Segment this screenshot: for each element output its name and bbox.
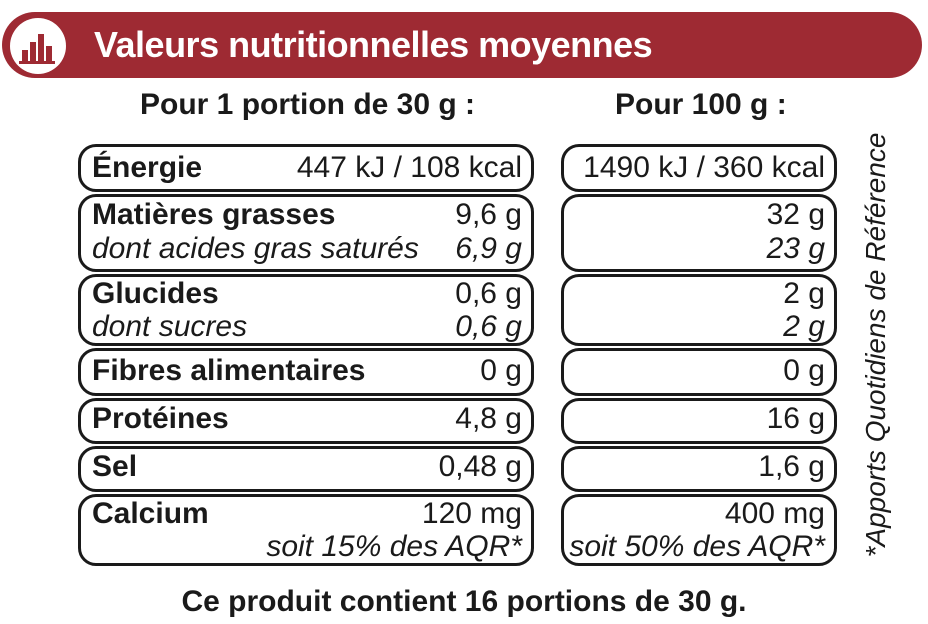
column-header-portion: Pour 1 portion de 30 g : [140,88,476,121]
value-portion-calcium-aqr: soit 15% des AQR* [266,530,522,563]
value-per100-sucres: 2 g [783,310,825,343]
value-per100-proteines: 16 g [766,402,825,435]
portions-footer: Ce produit contient 16 portions de 30 g. [181,585,747,618]
nutrient-label-energie: Énergie [92,151,203,184]
nutrient-label-glucides: Glucides [92,277,219,310]
nutrient-label-matieres-grasses: Matières grasses [92,198,336,231]
nutrient-label-sel: Sel [92,450,138,483]
value-portion-sel: 0,48 g [438,450,522,483]
value-per100-matieres-grasses: 32 g [766,198,825,231]
value-portion-energie: 447 kJ / 108 kcal [296,151,522,184]
value-portion-acides-gras-satures: 6,9 g [455,232,522,265]
bar-chart-icon [10,18,66,74]
value-per100-glucides: 2 g [783,277,825,310]
value-portion-fibres: 0 g [480,354,522,387]
value-portion-matieres-grasses: 9,6 g [455,198,522,231]
value-per100-calcium: 400 mg [724,497,825,530]
nutrient-sublabel-sucres: dont sucres [92,310,248,343]
nutrient-sublabel-acides-gras-satures: dont acides gras saturés [92,232,419,265]
nutrient-label-fibres: Fibres alimentaires [92,354,366,387]
value-portion-glucides: 0,6 g [455,277,522,310]
column-header-per100: Pour 100 g : [615,88,787,121]
value-per100-calcium-aqr: soit 50% des AQR* [569,530,825,563]
value-per100-energie: 1490 kJ / 360 kcal [583,151,825,184]
header-banner [2,12,922,78]
value-portion-proteines: 4,8 g [455,402,522,435]
value-portion-calcium: 120 mg [421,497,522,530]
nutrient-label-calcium: Calcium [92,497,209,530]
value-portion-sucres: 0,6 g [455,310,522,343]
value-per100-acides-gras-satures: 23 g [766,232,825,265]
page-title: Valeurs nutritionnelles moyennes [94,24,653,65]
value-per100-sel: 1,6 g [758,450,825,483]
value-per100-fibres: 0 g [783,354,825,387]
nutrient-label-proteines: Protéines [92,402,229,435]
aqr-footnote-text: *Apports Quotidiens de Référence [860,132,891,558]
